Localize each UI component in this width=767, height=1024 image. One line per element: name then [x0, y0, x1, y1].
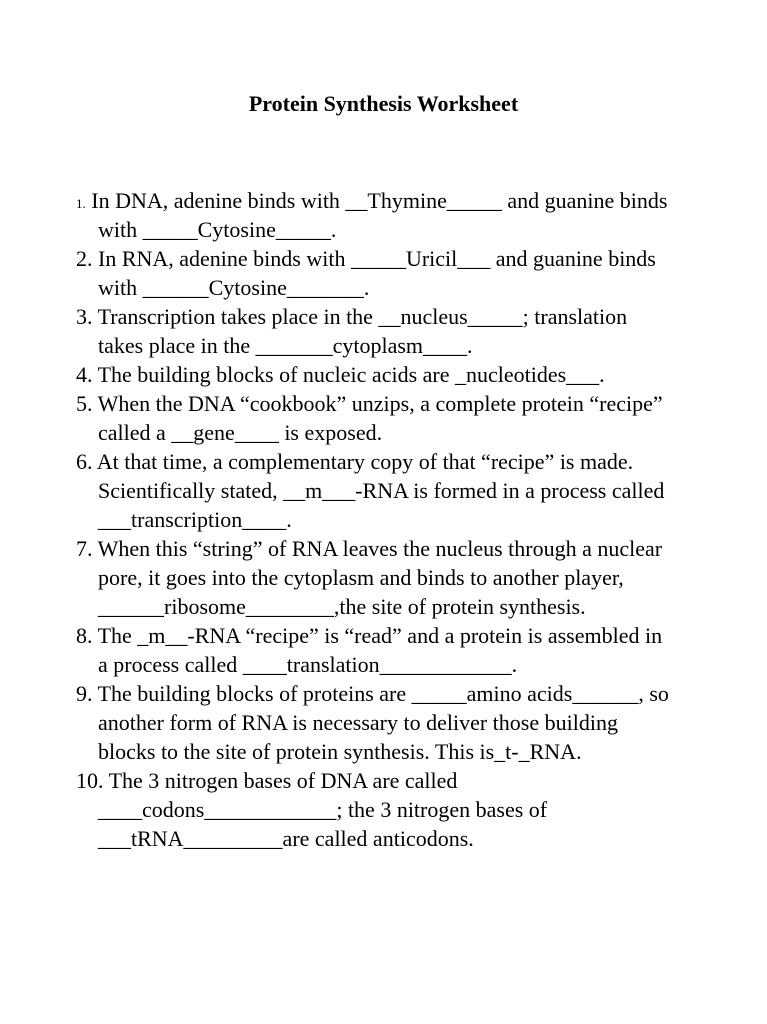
question-10-line-2: ____codons____________; the 3 nitrogen bases of [98, 797, 548, 822]
question-8-line-1: 8. The _m__-RNA “recipe” is “read” and a protein is assembled in [76, 623, 663, 648]
question-2-line-2: with ______Cytosine_______. [98, 275, 370, 300]
question-5-line-1: 5. When the DNA “cookbook” unzips, a complete protein “recipe” [76, 391, 663, 416]
question-1-number: 1. [76, 196, 86, 211]
question-8-line-2: a process called ____translation____________. [98, 652, 518, 677]
question-6-line-3: ___transcription____. [98, 507, 292, 532]
question-1-line-1 [76, 186, 756, 215]
question-7-line-1: 7. When this “string” of RNA leaves the nucleus through a nuclear [76, 536, 663, 561]
question-7-line-2: pore, it goes into the cytoplasm and binds to another player, [98, 565, 624, 590]
question-3-line-1: 3. Transcription takes place in the __nucleus_____; translation [76, 304, 628, 329]
question-4-line-1: 4. The building blocks of nucleic acids are _nucleotides___. [76, 362, 605, 387]
question-9-line-2: another form of RNA is necessary to deliver those building [98, 710, 618, 735]
question-10-line-1: 10. The 3 nitrogen bases of DNA are called [76, 768, 458, 793]
question-10-line-3: ___tRNA_________are called anticodons. [98, 826, 474, 851]
question-7-line-3: ______ribosome________,the site of protein synthesis. [98, 594, 586, 619]
question-9-line-3: blocks to the site of protein synthesis. This is_t-_RNA. [98, 739, 582, 764]
question-1-text: In DNA, adenine binds with __Thymine_____ and guanine binds [91, 188, 668, 213]
question-2-line-1: 2. In RNA, adenine binds with _____Uricil___ and guanine binds [76, 246, 656, 271]
question-1-line-2: with _____Cytosine_____. [98, 217, 337, 242]
page-title: Protein Synthesis Worksheet [248, 91, 519, 116]
question-9-line-1: 9. The building blocks of proteins are _____amino acids______, so [76, 681, 669, 706]
question-5-line-2: called a __gene____ is exposed. [98, 420, 383, 445]
question-6-line-2: Scientifically stated, __m___-RNA is formed in a process called [98, 478, 665, 503]
question-list [76, 186, 756, 853]
question-6-line-1: 6. At that time, a complementary copy of that “recipe” is made. [76, 449, 634, 474]
question-3-line-2: takes place in the _______cytoplasm____. [98, 333, 473, 358]
